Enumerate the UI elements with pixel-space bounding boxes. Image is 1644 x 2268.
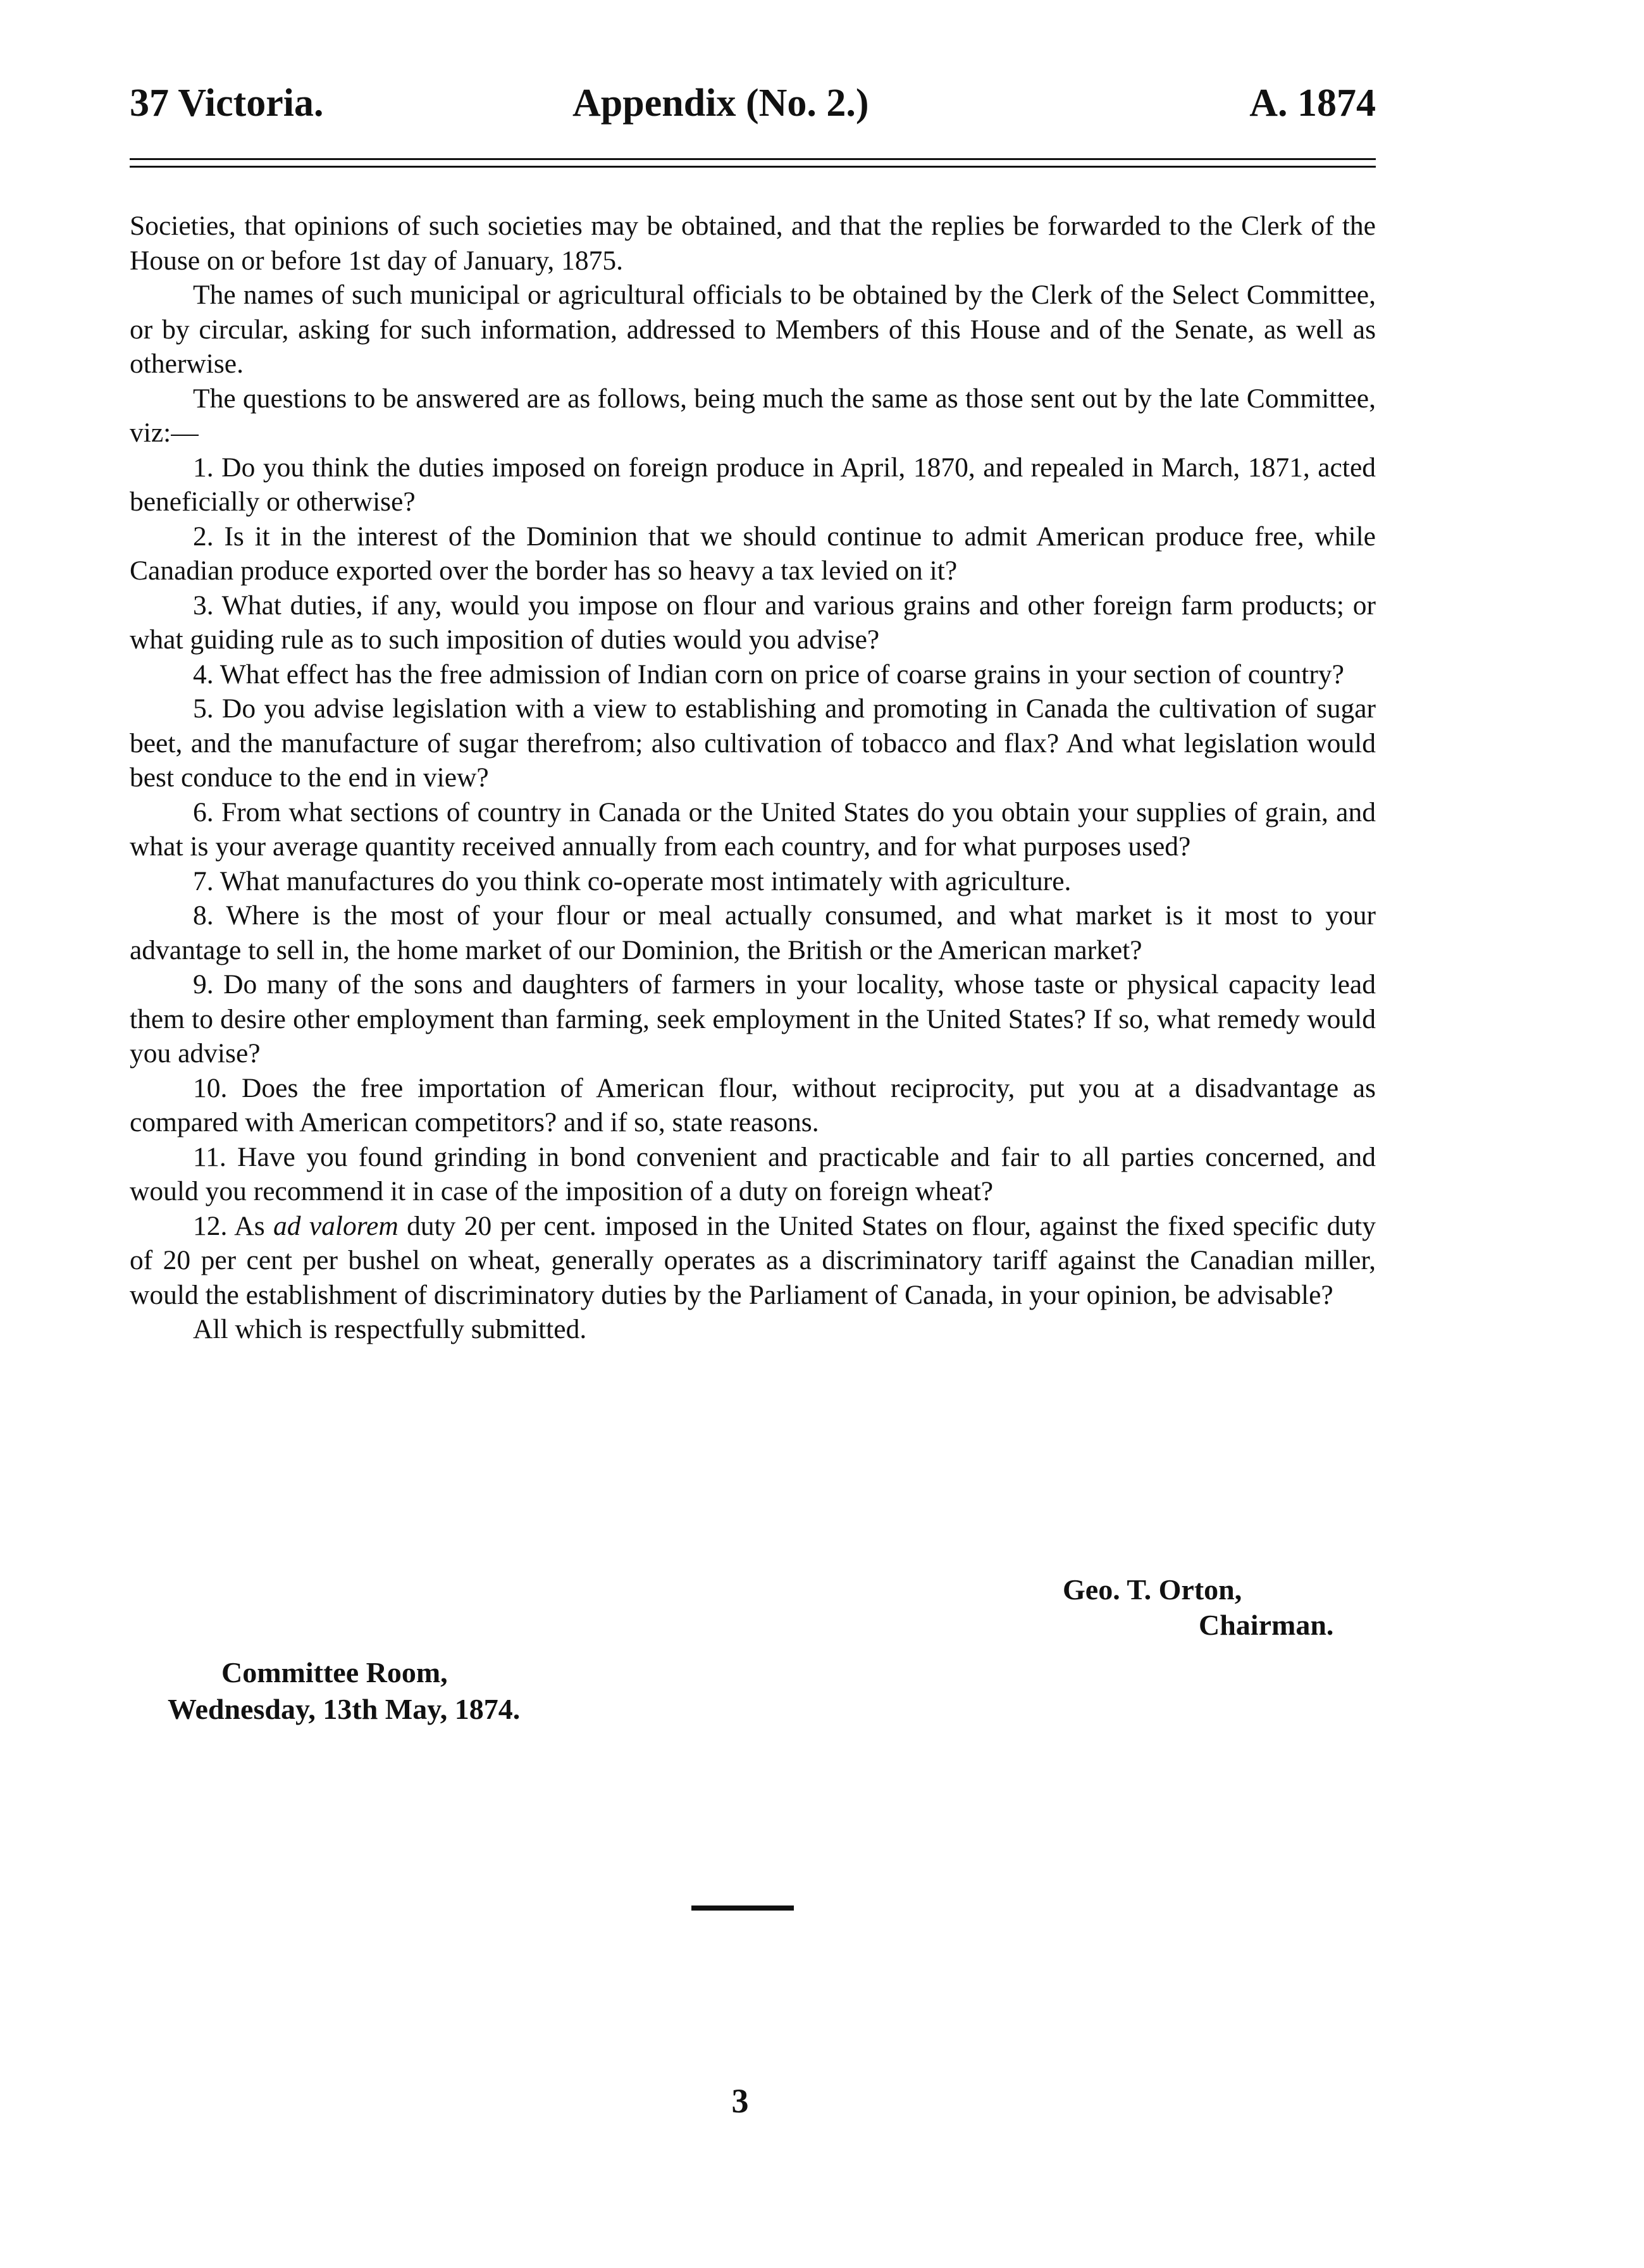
question-2: 2. Is it in the interest of the Dominion that we should continue to admit American produce free, while Canadian produce exported over the border has so heavy a tax levied on it? [130, 521, 1376, 586]
question-12-suffix: duty 20 per cent. imposed in the United States on flour, against the fixed specific duty of 20 per cent per bushel on wheat, generally operates as a discriminatory tariff against the Canadian miller, would the establishment of discriminatory duties by the Parliament of Canada, in your opinion, be advisable? [130, 1210, 1376, 1310]
question-5: 5. Do you advise legislation with a view to establishing and promoting in Canada the cultivation of sugar beet, and the manufacture of sugar therefrom; also cultivation of tobacco and flax? And what legislation would best conduce to the end in view? [130, 693, 1376, 793]
dateline-block [168, 1654, 737, 1728]
dateline-date: Wednesday, 13th May, 1874. [168, 1693, 521, 1725]
paragraph-questions-intro: The questions to be answered are as follows, being much the same as those sent out by the late Committee, viz:— [130, 383, 1376, 448]
signatory-title: Chairman. [1199, 1609, 1334, 1641]
question-9: 9. Do many of the sons and daughters of farmers in your locality, whose taste or physical capacity lead them to desire other employment than farming, seek employment in the United States? If so, what remedy would you advise? [130, 969, 1376, 1069]
report-body [130, 209, 1376, 1347]
question-7: 7. What manufactures do you think co-operate most intimately with agriculture. [193, 865, 1072, 896]
question-8: 8. Where is the most of your flour or meal actually consumed, and what market is it most to your advantage to sell in, the home market of our Dominion, the British or the American market? [130, 900, 1376, 965]
question-12-italic: ad valorem [273, 1210, 399, 1241]
question-10: 10. Does the free importation of American flour, without reciprocity, put you at a disadvantage as compared with American competitors? and if so, state reasons. [130, 1072, 1376, 1137]
dateline-place: Committee Room, [221, 1656, 448, 1689]
header-appendix: Appendix (No. 2.) [572, 82, 869, 125]
paragraph-names: The names of such municipal or agricultural officials to be obtained by the Clerk of the Select Committee, or by circular, asking for such information, addressed to Members of this House and of the Senate, as well as otherwise. [130, 280, 1376, 379]
paragraph-continuation: Societies, that opinions of such societies may be obtained, and that the replies be forwarded to the Clerk of the House on or before 1st day of January, 1875. [130, 211, 1376, 276]
closing-line: All which is respectfully submitted. [193, 1314, 587, 1344]
page-number: 3 [731, 2082, 749, 2120]
question-11: 11. Have you found grinding in bond convenient and practicable and fair to all parties concerned, and would you recommend it in case of the imposition of a duty on foreign wheat? [130, 1141, 1376, 1206]
question-1: 1. Do you think the duties imposed on foreign produce in April, 1870, and repealed in March, 1871, acted beneficially or otherwise? [130, 452, 1376, 517]
header-year: A. 1874 [1249, 82, 1376, 125]
signatory-name: Geo. T. Orton, [1063, 1573, 1242, 1606]
question-12-prefix: 12. As [193, 1210, 273, 1241]
header-rule-upper [130, 158, 1376, 160]
header-session: 37 Victoria. [130, 82, 324, 125]
question-3: 3. What duties, if any, would you impose on flour and various grains and other foreign farm products; or what guiding rule as to such imposition of duties would you advise? [130, 590, 1376, 655]
question-6: 6. From what sections of country in Canada or the United States do you obtain your supplies of grain, and what is your average quantity received annually from each country, and for what purposes used? [130, 796, 1376, 862]
question-4: 4. What effect has the free admission of Indian corn on price of coarse grains in your section of country? [193, 659, 1344, 690]
header-rule-lower [130, 166, 1376, 168]
end-rule [691, 1905, 794, 1911]
signature-block [1063, 1572, 1379, 1643]
question-12 [130, 1209, 1376, 1313]
running-header [130, 75, 1376, 132]
